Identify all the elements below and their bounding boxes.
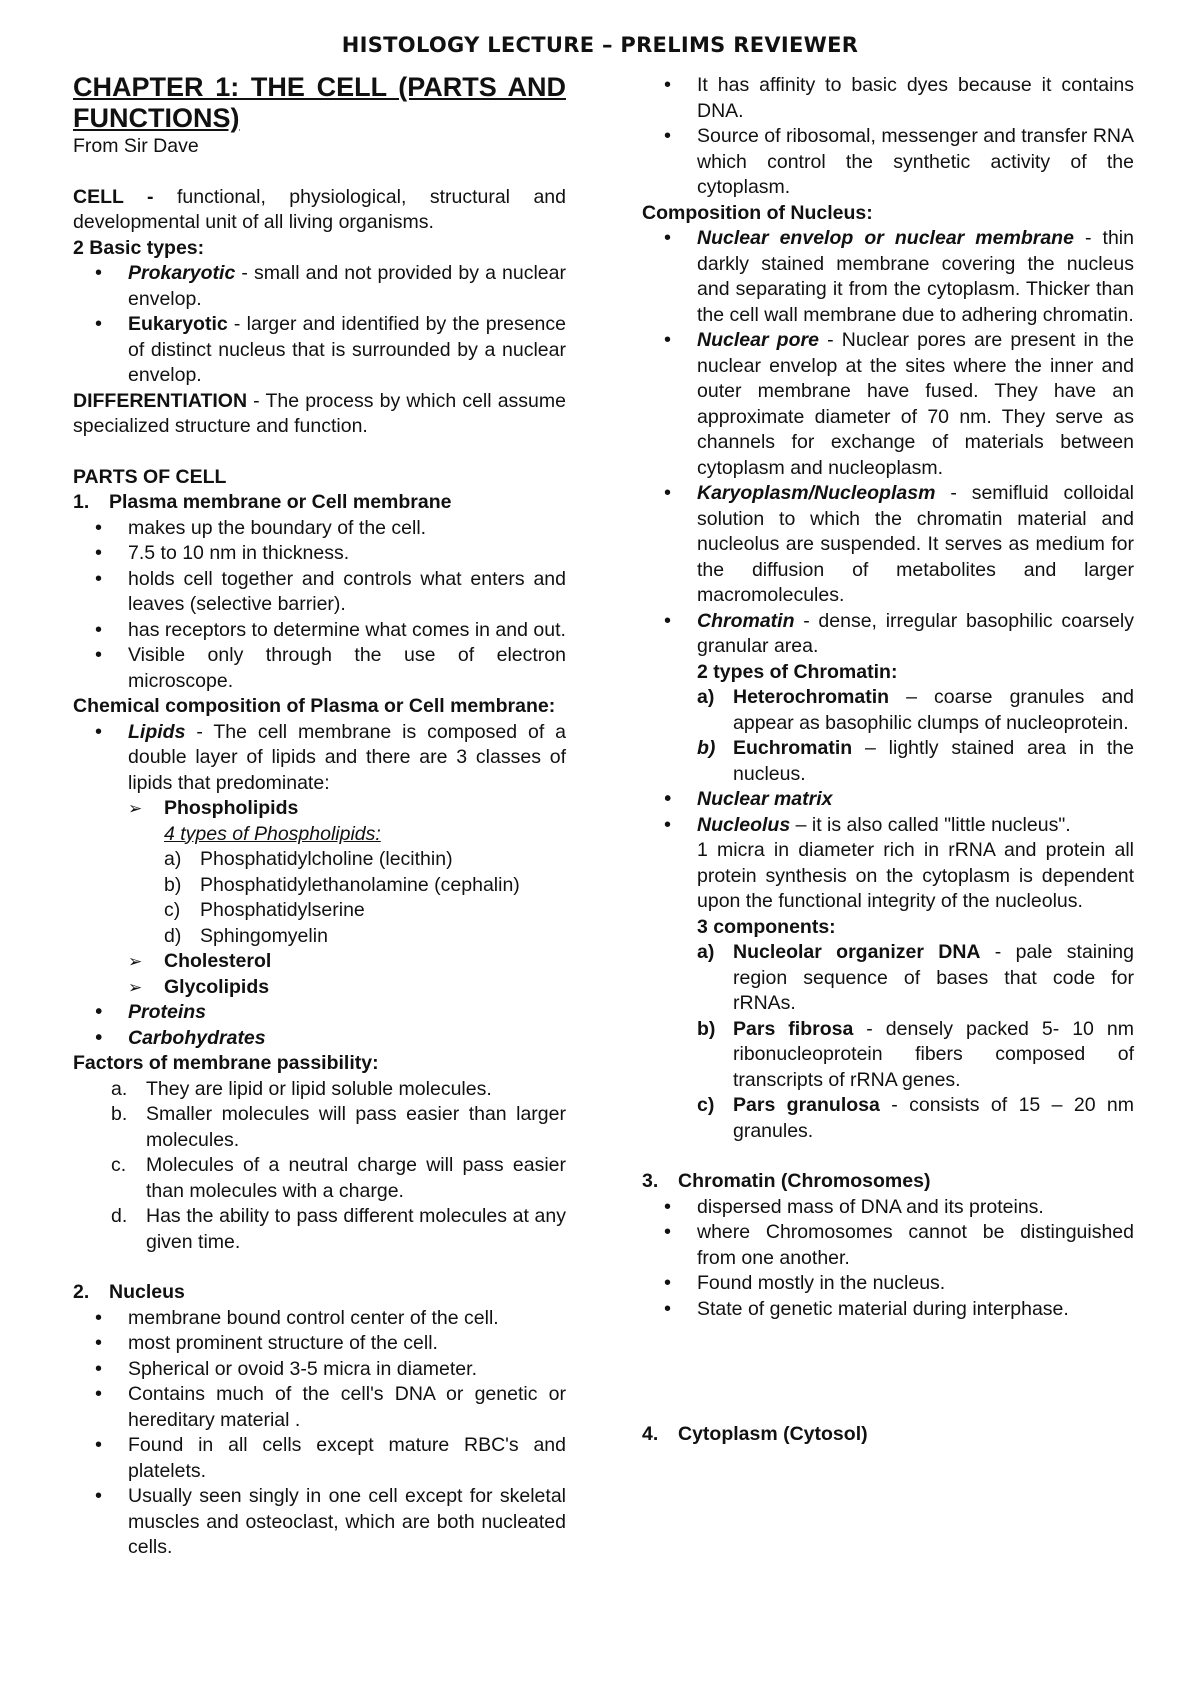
list-item: • 7.5 to 10 nm in thickness. — [73, 541, 566, 567]
page-title: HISTOLOGY LECTURE – PRELIMS REVIEWER — [341, 33, 859, 57]
list-text: - pale staining region sequence of bases that code for rRNAs. — [733, 941, 1134, 1014]
list-item: • Found in all cells except mature RBC's and platelets. — [73, 1433, 566, 1484]
list-marker: c) — [164, 899, 181, 921]
list-item: • Usually seen singly in one cell except for skeletal muscles and osteoclast, which are both nucleated cells. — [73, 1484, 566, 1561]
factors-heading: Factors of membrane passibility: — [73, 1052, 379, 1074]
list-item — [642, 813, 1134, 1145]
list-item — [164, 924, 566, 950]
list-marker: c. — [111, 1154, 127, 1176]
section-title: Cytoplasm (Cytosol) — [678, 1423, 868, 1445]
list-item: • makes up the boundary of the cell. — [73, 516, 566, 542]
section-heading — [73, 490, 566, 516]
list-item: • holds cell together and controls what enters and leaves (selective barrier). — [73, 567, 566, 618]
list-item: • most prominent structure of the cell. — [73, 1331, 566, 1357]
list-text: Smaller molecules will pass easier than larger molecules. — [146, 1103, 566, 1151]
list-item — [73, 312, 566, 389]
list-item: • Carbohydrates — [73, 1026, 566, 1052]
list-marker: b) — [697, 737, 716, 759]
source-line: From Sir Dave — [73, 135, 199, 157]
chapter-title: CHAPTER 1: THE CELL (PARTS AND FUNCTIONS) — [73, 72, 566, 133]
section-title: Plasma membrane or Cell membrane — [109, 491, 452, 513]
list-marker: a. — [111, 1077, 128, 1100]
list-text: - consists of 15 – 20 nm granules. — [733, 1094, 1135, 1142]
list-text: Molecules of a neutral charge will pass easier than molecules with a charge. — [146, 1154, 566, 1202]
karyo-text: - semifluid colloidal solution to which the chromatin material and nucleolus are suspended. It serves as medium for the diffusion of metabolites and larger macromolecules. — [697, 482, 1134, 606]
lipids-text: - The cell membrane is composed of a double layer of lipids and there are 3 classes of lipids that predominate: — [128, 720, 566, 794]
list-item — [73, 720, 566, 1001]
list-item — [697, 736, 1134, 787]
list-item: • Found mostly in the nucleus. — [642, 1271, 1134, 1297]
list-item: • It has affinity to basic dyes because it contains DNA. — [642, 73, 1134, 124]
list-marker: a) — [164, 848, 182, 870]
section-number: 4. — [642, 1423, 659, 1445]
list-text: Has the ability to pass different molecules at any given time. — [146, 1205, 566, 1253]
list-term: Nucleolar organizer DNA — [733, 941, 981, 963]
factors-list — [73, 1077, 566, 1256]
basic-types-heading: 2 Basic types: — [73, 236, 205, 259]
section-number: 3. — [642, 1170, 659, 1192]
list-item: • where Chromosomes cannot be distinguished from one another. — [642, 1220, 1134, 1271]
nucleus-list — [73, 1306, 566, 1561]
section-title: Chromatin (Chromosomes) — [678, 1170, 931, 1192]
nucleolus-term: Nucleolus — [697, 813, 791, 836]
pore-text: - Nuclear pores are present in the nuclear envelop at the sites where the inner and outer membrane have fused. They have an approximate diameter of 70 nm. They serve as channels for exchange of materials between cytoplasm and nucleoplasm. — [697, 329, 1134, 479]
list-text: Phosphatidylcholine (lecithin) — [200, 848, 453, 870]
list-item — [73, 1153, 566, 1204]
list-marker: b) — [164, 873, 182, 896]
list-item — [697, 685, 1134, 736]
section-title: Nucleus — [109, 1281, 185, 1303]
list-marker: b. — [111, 1103, 128, 1125]
section-heading — [642, 1422, 1134, 1448]
list-text: – coarse granules and appear as basophilic clumps of nucleoprotein. — [733, 686, 1134, 734]
phospholipids-item: ➢ Phospholipids — [128, 796, 566, 822]
list-item — [164, 873, 566, 899]
phospho-types — [128, 822, 566, 950]
cell-definition — [73, 185, 566, 236]
list-marker: a) — [697, 686, 715, 708]
list-text: They are lipid or lipid soluble molecules. — [146, 1077, 492, 1100]
list-item: • Source of ribosomal, messenger and transfer RNA which control the synthetic activity of the cytoplasm. — [642, 124, 1134, 201]
list-item: • State of genetic material during interphase. — [642, 1297, 1134, 1323]
section-number: 1. — [73, 491, 90, 513]
list-text: Sphingomyelin — [200, 924, 328, 947]
plasma-membrane-list — [73, 516, 566, 695]
phospho-types-heading: 4 types of Phospholipids: — [164, 822, 381, 845]
list-item — [697, 1093, 1134, 1144]
list-item — [642, 328, 1134, 481]
chromatin-types-heading: 2 types of Chromatin: — [697, 660, 898, 683]
list-item — [697, 940, 1134, 1017]
envelop-text: - thin darkly stained membrane covering the nucleus and separating it from the cytoplasm. Thicker than the cell wall membrane due to adhering chromatin. — [697, 227, 1134, 326]
list-text: - densely packed 5- 10 nm ribonucleoprotein fibers composed of transcripts of rRNA genes. — [733, 1017, 1134, 1091]
nucleolus-text: – it is also called "little nucleus". — [790, 813, 1071, 836]
chem-heading: Chemical composition of Plasma or Cell membrane: — [73, 695, 556, 717]
list-term: Pars granulosa — [733, 1094, 880, 1116]
parts-heading: PARTS OF CELL — [73, 465, 227, 488]
envelop-term: Nuclear envelop or nuclear membrane — [697, 227, 1074, 249]
nucleolus-description: 1 micra in diameter rich in rRNA and protein all protein synthesis on the cytoplasm is dependent upon the functional integrity of the nucleolus. — [697, 839, 1134, 912]
list-item — [642, 481, 1134, 609]
cholesterol-item: ➢ Cholesterol — [128, 949, 566, 975]
list-text: Phosphatidylserine — [200, 899, 365, 921]
list-item — [73, 1077, 566, 1103]
nucleus-continued-list — [642, 73, 1134, 201]
section-heading — [642, 1169, 1134, 1195]
differentiation-definition — [73, 389, 566, 440]
chromatin-list — [642, 1195, 1134, 1323]
right-column — [642, 73, 1134, 1448]
composition-heading: Composition of Nucleus: — [642, 201, 873, 224]
list-term: Pars fibrosa — [733, 1017, 854, 1040]
cell-term: CELL - — [73, 185, 154, 208]
list-item — [164, 847, 566, 873]
list-item: • Visible only through the use of electron microscope. — [73, 643, 566, 694]
list-item — [73, 261, 566, 312]
list-text: Phosphatidylethanolamine (cephalin) — [200, 873, 520, 896]
list-item: • Spherical or ovoid 3-5 micra in diameter. — [73, 1357, 566, 1383]
glycolipids-item: ➢ Glycolipids — [128, 975, 566, 1001]
section-number: 2. — [73, 1281, 90, 1303]
list-item: • Proteins — [73, 1000, 566, 1026]
section-heading — [73, 1280, 566, 1306]
list-marker: d) — [164, 924, 182, 947]
basic-types-list — [73, 261, 566, 389]
list-item: • membrane bound control center of the cell. — [73, 1306, 566, 1332]
list-marker: c) — [697, 1094, 715, 1116]
list-text: – lightly stained area in the nucleus. — [733, 737, 1134, 785]
list-item: • Nuclear matrix — [642, 787, 1134, 813]
list-marker: d. — [111, 1205, 128, 1227]
list-marker: a) — [697, 941, 715, 963]
list-item — [642, 226, 1134, 328]
pore-term: Nuclear pore — [697, 329, 819, 351]
chromatin-text: - dense, irregular basophilic coarsely granular area. — [697, 609, 1134, 657]
list-term: Heterochromatin — [733, 686, 890, 708]
type-text: - larger and identified by the presence of distinct nucleus that is surrounded by a nuclear envelop. — [128, 313, 566, 386]
karyo-term: Karyoplasm/Nucleoplasm — [697, 482, 936, 504]
list-item: • dispersed mass of DNA and its proteins. — [642, 1195, 1134, 1221]
list-item — [697, 1017, 1134, 1094]
diff-term: DIFFERENTIATION — [73, 389, 248, 412]
list-marker: b) — [697, 1017, 716, 1040]
chem-list — [73, 720, 566, 1052]
list-item: • Contains much of the cell's DNA or genetic or hereditary material . — [73, 1382, 566, 1433]
chromatin-term: Chromatin — [697, 609, 795, 632]
left-column — [73, 72, 566, 1561]
lipids-term: Lipids — [128, 720, 186, 743]
type-text: - small and not provided by a nuclear envelop. — [128, 262, 566, 310]
diff-text: - The process by which cell assume specialized structure and function. — [73, 389, 566, 437]
list-item — [73, 1102, 566, 1153]
type-term: Eukaryotic — [128, 313, 228, 335]
list-item — [164, 898, 566, 924]
components-heading: 3 components: — [697, 915, 836, 938]
list-item — [642, 609, 1134, 788]
type-term: Prokaryotic — [128, 262, 236, 284]
cell-text: functional, physiological, structural and developmental unit of all living organisms. — [73, 185, 566, 233]
composition-list — [642, 226, 1134, 1144]
list-term: Euchromatin — [733, 737, 853, 759]
list-item — [73, 1204, 566, 1255]
list-item: • has receptors to determine what comes in and out. — [73, 618, 566, 644]
